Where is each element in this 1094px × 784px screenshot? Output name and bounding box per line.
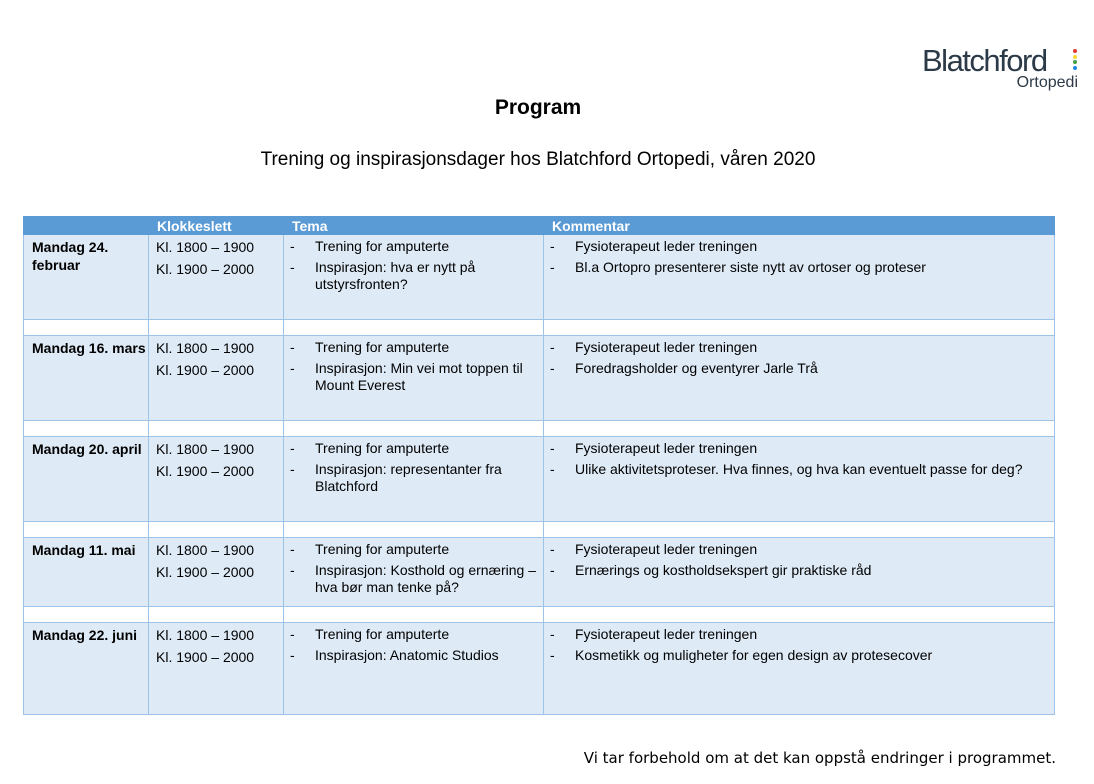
spacer-row [24,320,1055,336]
bullet-dash: - [290,440,295,456]
program-table [23,216,1055,715]
comment-item [544,626,1054,643]
time-slot: Kl. 1900 – 2000 [156,649,255,665]
spacer-cell [149,320,284,336]
time-cell [149,538,284,607]
disclaimer-footer: Vi tar forbehold om at det kan oppstå endringer i programmet. [583,749,1056,767]
theme-item [284,562,543,596]
bullet-dash: - [550,339,555,355]
day-label: Mandag 20. april [32,441,142,457]
spacer-cell [149,607,284,623]
table-row [24,336,1055,421]
theme-item [284,647,543,664]
comment-text: Fysioterapeut leder treningen [575,339,758,355]
spacer-cell [544,320,1055,336]
header-time: Klokkeslett [149,217,284,235]
table-row [24,623,1055,715]
day-cell [24,235,149,320]
table-row [24,538,1055,607]
spacer-row [24,421,1055,437]
comment-item [544,647,1054,664]
spacer-cell [24,522,149,538]
spacer-row [24,607,1055,623]
theme-item [284,461,543,495]
comment-cell [544,623,1055,715]
spacer-cell [284,320,544,336]
comment-text: Ulike aktivitetsproteser. Hva finnes, og hva kan eventuelt passe for deg? [575,461,1023,477]
day-cell [24,336,149,421]
comment-text: Fysioterapeut leder treningen [575,238,758,254]
company-logo [920,44,1082,92]
time-slot: Kl. 1900 – 2000 [156,362,255,378]
theme-item [284,626,543,643]
header-day [24,217,149,235]
spacer-cell [149,421,284,437]
time-cell [149,336,284,421]
bullet-dash: - [290,541,295,557]
bullet-dash: - [550,440,555,456]
theme-cell [284,623,544,715]
bullet-dash: - [550,360,555,376]
theme-item [284,360,543,394]
theme-item [284,541,543,558]
bullet-dash: - [550,238,555,254]
table-row [24,235,1055,320]
time-cell [149,235,284,320]
bullet-dash: - [550,541,555,557]
comment-text: Bl.a Ortopro presenterer siste nytt av ortoser og proteser [575,259,926,275]
spacer-cell [24,607,149,623]
time-slot: Kl. 1800 – 1900 [156,542,255,558]
day-label: Mandag 11. mai [32,542,136,558]
logo-dots [1073,49,1077,71]
day-label: Mandag 24. februar [32,239,109,273]
spacer-cell [284,607,544,623]
theme-cell [284,336,544,421]
theme-text: Trening for amputerte [315,339,450,355]
day-cell [24,623,149,715]
spacer-cell [544,421,1055,437]
spacer-cell [544,607,1055,623]
theme-text: Inspirasjon: Min vei mot toppen til Mount Everest [315,360,523,393]
spacer-cell [284,522,544,538]
time-slot: Kl. 1900 – 2000 [156,463,255,479]
comment-item [544,339,1054,356]
bullet-dash: - [290,461,295,477]
time-slot: Kl. 1800 – 1900 [156,627,255,643]
day-label: Mandag 16. mars [32,340,146,356]
comment-item [544,440,1054,457]
theme-text: Inspirasjon: hva er nytt på utstyrsfronten? [315,259,476,292]
bullet-dash: - [290,562,295,578]
bullet-dash: - [290,626,295,642]
spacer-cell [24,421,149,437]
theme-text: Trening for amputerte [315,626,450,642]
bullet-dash: - [290,339,295,355]
comment-text: Kosmetikk og muligheter for egen design av protesecover [575,647,933,663]
theme-text: Inspirasjon: representanter fra Blatchford [315,461,502,494]
logo-brand-text: Blatchford [922,43,1047,78]
comment-item [544,461,1054,478]
comment-item [544,360,1054,377]
comment-item [544,259,1054,276]
bullet-dash: - [550,647,555,663]
bullet-dash: - [550,259,555,275]
logo-dot [1073,60,1077,64]
comment-cell [544,538,1055,607]
comment-cell [544,235,1055,320]
header-theme: Tema [284,217,544,235]
theme-item [284,259,543,293]
comment-item [544,541,1054,558]
logo-subtext: Ortopedi [1016,74,1078,91]
table-header-row [24,217,1055,235]
time-slot: Kl. 1900 – 2000 [156,261,255,277]
time-slot: Kl. 1800 – 1900 [156,340,255,356]
time-slot: Kl. 1800 – 1900 [156,441,255,457]
time-slot: Kl. 1800 – 1900 [156,239,255,255]
bullet-dash: - [290,647,295,663]
program-table-body [24,235,1055,715]
theme-item [284,339,543,356]
logo-dot [1073,49,1077,53]
spacer-cell [284,421,544,437]
bullet-dash: - [290,360,295,376]
theme-cell [284,538,544,607]
comment-cell [544,437,1055,522]
spacer-row [24,522,1055,538]
theme-text: Trening for amputerte [315,541,450,557]
logo-dot [1073,55,1077,59]
spacer-cell [544,522,1055,538]
table-row [24,437,1055,522]
spacer-cell [24,320,149,336]
comment-text: Fysioterapeut leder treningen [575,440,758,456]
theme-item [284,238,543,255]
comment-text: Ernærings og kostholdsekspert gir praktiske råd [575,562,872,578]
comment-cell [544,336,1055,421]
comment-item [544,562,1054,579]
theme-text: Inspirasjon: Kosthold og ernæring – hva bør man tenke på? [315,562,537,595]
theme-text: Trening for amputerte [315,238,450,254]
comment-text: Fysioterapeut leder treningen [575,626,758,642]
time-cell [149,437,284,522]
theme-text: Trening for amputerte [315,440,450,456]
logo-dot [1073,66,1077,70]
comment-text: Foredragsholder og eventyrer Jarle Trå [575,360,818,376]
bullet-dash: - [290,238,295,254]
time-cell [149,623,284,715]
theme-item [284,440,543,457]
theme-cell [284,235,544,320]
theme-text: Inspirasjon: Anatomic Studios [315,647,499,663]
day-cell [24,437,149,522]
time-slot: Kl. 1900 – 2000 [156,564,255,580]
page-subtitle: Trening og inspirasjonsdager hos Blatchford Ortopedi, våren 2020 [260,149,816,170]
day-cell [24,538,149,607]
bullet-dash: - [550,562,555,578]
page-title: Program [494,96,582,119]
header-comment: Kommentar [544,217,1055,235]
comment-item [544,238,1054,255]
bullet-dash: - [550,626,555,642]
bullet-dash: - [290,259,295,275]
comment-text: Fysioterapeut leder treningen [575,541,758,557]
bullet-dash: - [550,461,555,477]
theme-cell [284,437,544,522]
day-label: Mandag 22. juni [32,627,138,643]
spacer-cell [149,522,284,538]
